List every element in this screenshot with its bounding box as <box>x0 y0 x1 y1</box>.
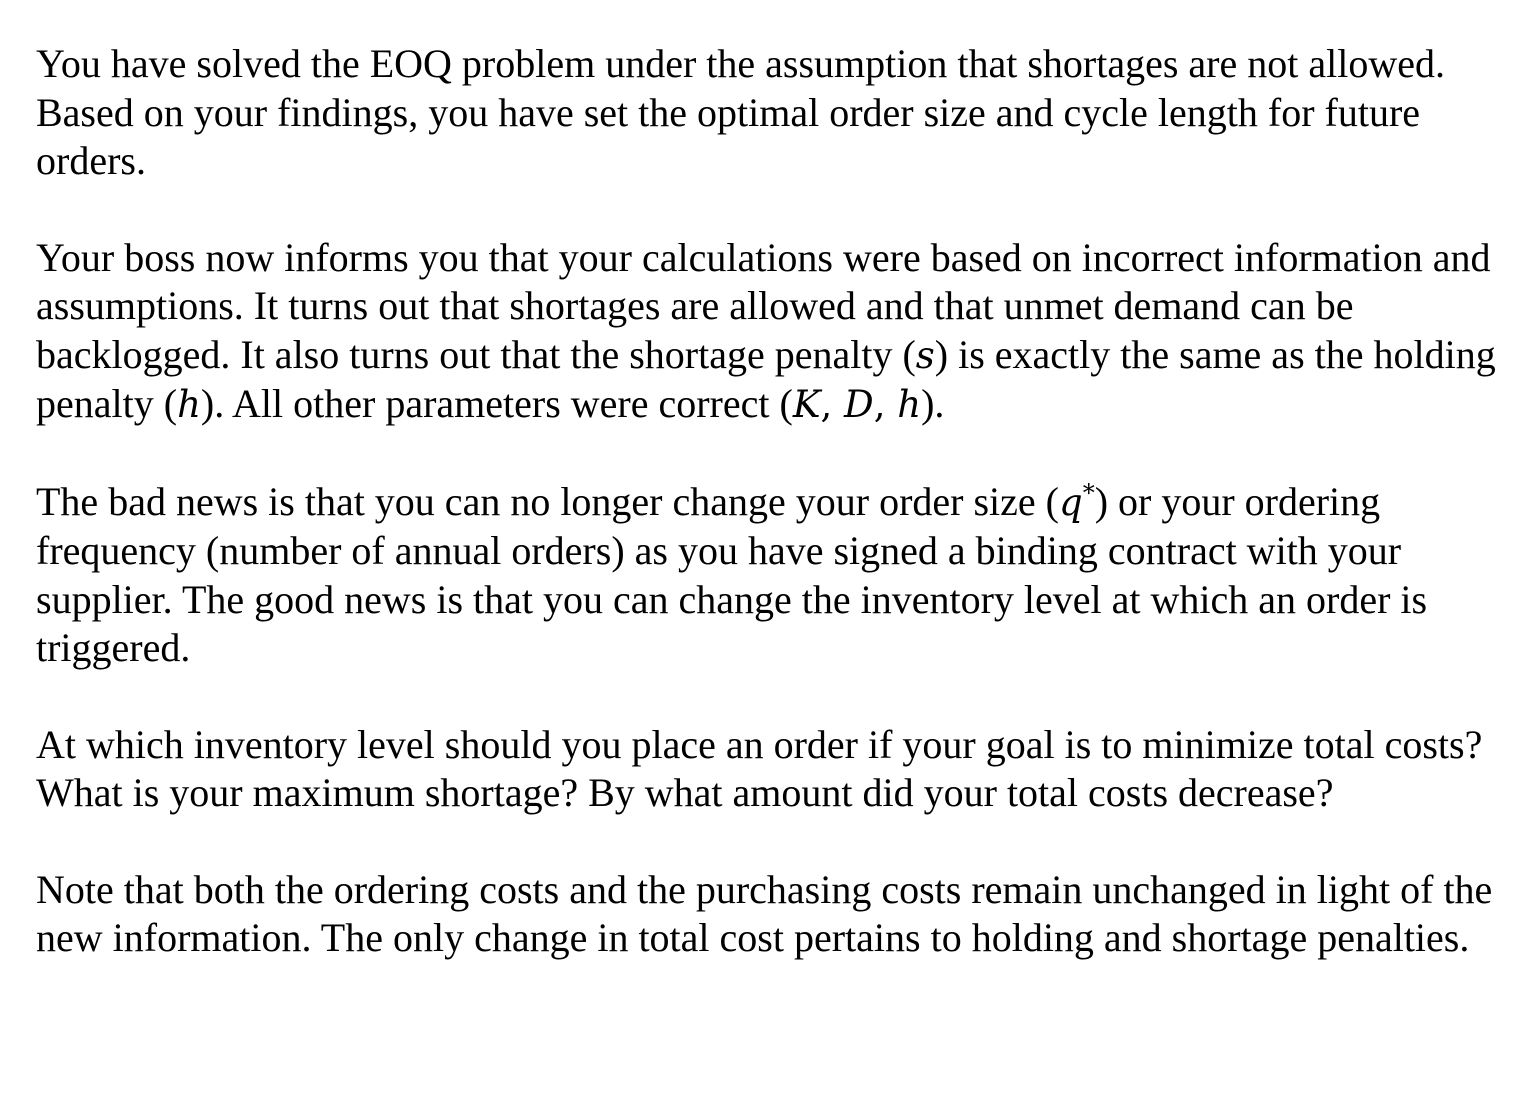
paragraph-3 <box>36 478 1516 673</box>
symbol-K: K <box>792 383 821 426</box>
paragraph-4 <box>36 721 1516 818</box>
paragraph-5-text: Note that both the ordering costs and the purchasing costs remain unchanged in light of the new information. The only change in total cost pertains to holding and shortage penalties. <box>36 866 1493 960</box>
comma-2: , <box>873 383 898 426</box>
symbol-h-2: h <box>897 383 922 426</box>
symbol-q-star <box>1059 478 1095 524</box>
paragraph-3-text-b: ) or your ordering frequency (number of annual orders) as you have signed a binding contract with your supplier. The good news is that you can change the inventory level at which an order is triggered. <box>36 478 1428 670</box>
paragraph-2 <box>36 234 1516 430</box>
paragraph-1 <box>36 40 1516 186</box>
paragraph-2-text-a: Your boss now informs you that your calculations were based on incorrect information and assumptions. It turns out that shortages are allowed and that unmet demand can be backlogged. It also turns out that the shortage penalty ( <box>36 234 1491 377</box>
symbol-s: s <box>915 333 935 377</box>
problem-document <box>36 40 1516 1011</box>
paragraph-3-text-a: The bad news is that you can no longer change your order size ( <box>36 478 1059 524</box>
paragraph-2-text-b: ) is exactly the same as the holding penalty ( <box>36 331 1496 426</box>
paragraph-1-text: You have solved the EOQ problem under the assumption that shortages are not allowed. Based on your findings, you have set the optimal order size and cycle length for future orders. <box>36 41 1445 183</box>
superscript-star: * <box>1082 478 1095 507</box>
paragraph-2-text-c: ). All other parameters were correct ( <box>200 381 793 426</box>
comma-1: , <box>820 383 845 426</box>
paragraph-2-text-d: ). <box>921 381 945 426</box>
paragraph-5 <box>36 866 1516 963</box>
symbol-h: h <box>177 383 201 426</box>
parameter-tuple <box>793 383 921 426</box>
paragraph-4-text: At which inventory level should you place an order if your goal is to minimize total costs? What is your maximum shortage? By what amount did your total costs decrease? <box>36 721 1483 815</box>
symbol-D: D <box>844 383 874 426</box>
symbol-q: q <box>1059 480 1083 524</box>
